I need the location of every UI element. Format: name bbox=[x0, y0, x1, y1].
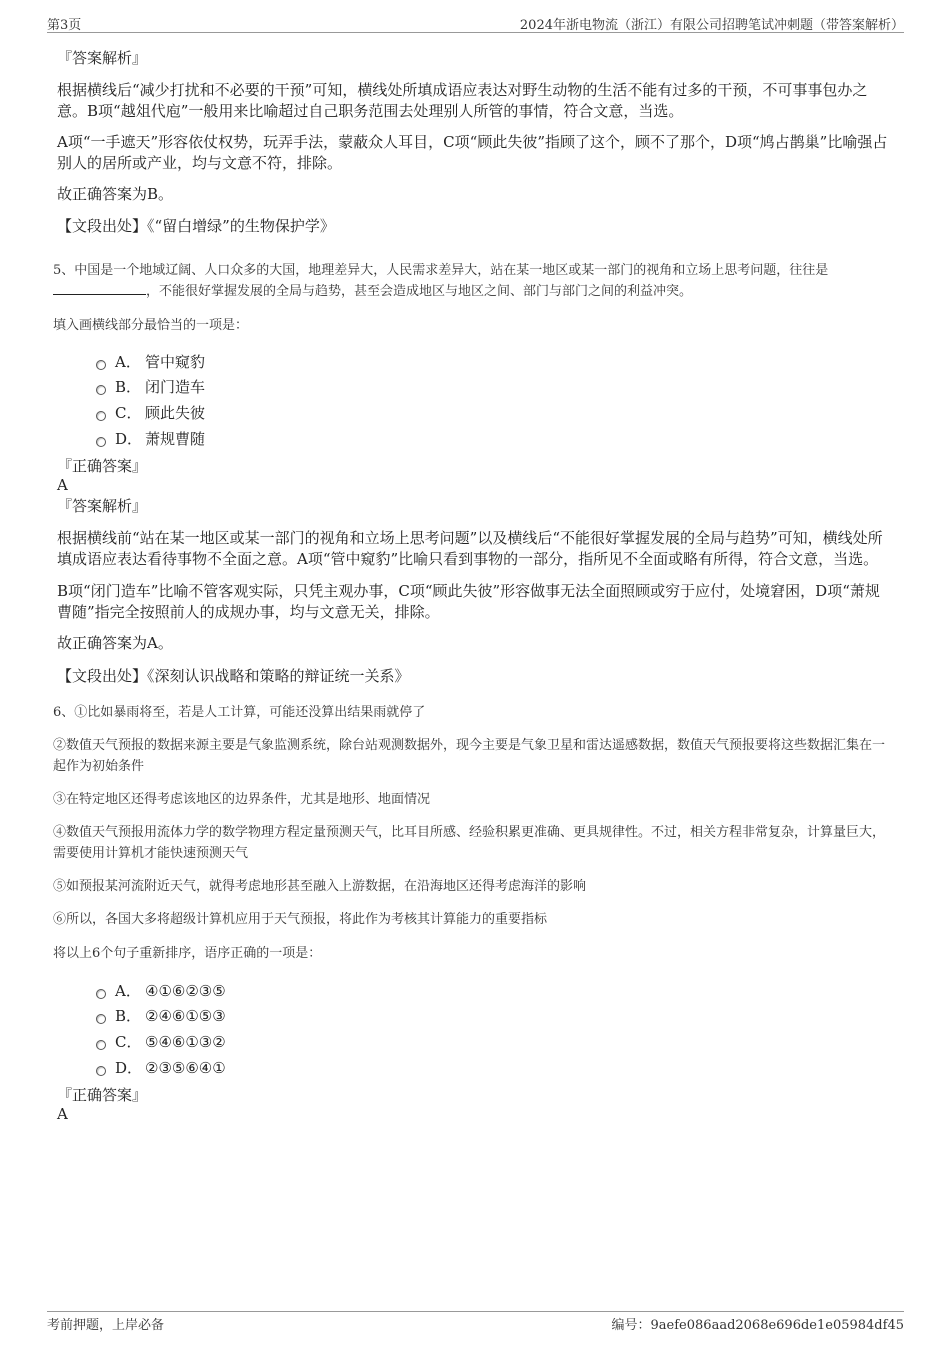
q4-source: 【文段出处】《“留白增绿”的生物保护学》 bbox=[57, 217, 335, 235]
q5-answer-label: 『正确答案』 bbox=[57, 457, 148, 475]
q4-conclusion: 故正确答案为B。 bbox=[57, 185, 174, 203]
radio-button-icon[interactable] bbox=[96, 989, 106, 999]
q5-option-b[interactable] bbox=[96, 378, 205, 396]
q6-option-d[interactable] bbox=[96, 1059, 226, 1077]
q5-answer: A bbox=[57, 476, 68, 494]
radio-button-icon[interactable] bbox=[96, 1040, 106, 1050]
option-letter: C． bbox=[115, 404, 142, 422]
radio-button-icon[interactable] bbox=[96, 1066, 106, 1076]
radio-button-icon[interactable] bbox=[96, 411, 106, 421]
q5-option-c[interactable] bbox=[96, 404, 205, 422]
q5-prompt: 填入画横线部分最恰当的一项是： bbox=[53, 318, 249, 333]
q4-analysis-paragraph-2: A项“一手遮天”形容依仗权势，玩弄手法，蒙蔽众人耳目，C项“顾此失彼”指顾了这个，顾不了那个，D项“鸠占鹊巢”比喻强占别人的居所或产业，均与文意不符，排除。 bbox=[57, 133, 888, 172]
q4-analysis-paragraph-1: 根据横线后“减少打扰和不必要的干预”可知，横线处所填成语应表达对野生动物的生活不能有过多的干预，不可事事包办之意。B项“越俎代庖”一般用来比喻超过自己职务范围去处理别人所管的事情，符合文意，当选。 bbox=[57, 81, 868, 120]
q5-option-a[interactable] bbox=[96, 353, 205, 371]
q6-prompt: 将以上6个句子重新排序，语序正确的一项是： bbox=[53, 946, 322, 961]
q5-analysis-label: 『答案解析』 bbox=[57, 497, 148, 515]
footer-slogan: 考前押题，上岸必备 bbox=[47, 1318, 165, 1333]
q6-option-c[interactable] bbox=[96, 1033, 226, 1051]
option-text: 闭门造车 bbox=[145, 378, 206, 396]
option-text: ④①⑥②③⑤ bbox=[145, 982, 226, 1000]
option-text: ②④⑥①⑤③ bbox=[145, 1007, 226, 1025]
q5-stem-line-2-text: ，不能很好掌握发展的全局与趋势，甚至会造成地区与地区之间、部门与部门之间的利益冲突。 bbox=[146, 284, 693, 299]
document-title: 2024年浙电物流（浙江）有限公司招聘笔试冲刺题（带答案解析） bbox=[519, 18, 904, 33]
footer-divider bbox=[47, 1311, 904, 1312]
q6-sentence-4: ④数值天气预报用流体力学的数学物理方程定量预测天气，比耳目所感、经验积累更准确、更具规律性。不过，相关方程非常复杂，计算量巨大，需要使用计算机才能快速预测天气 bbox=[53, 825, 886, 861]
q4-analysis-label: 『答案解析』 bbox=[57, 49, 148, 67]
option-text: 萧规曹随 bbox=[145, 430, 206, 448]
q5-analysis-paragraph-1: 根据横线前“站在某一地区或某一部门的视角和立场上思考问题”以及横线后“不能很好掌握发展的全局与趋势”可知，横线处所填成语应表达看待事物不全面之意。A项“管中窥豹”比喻只看到事物的一部分，指所见不全面或略有所得，符合文意，当选。 bbox=[57, 529, 883, 568]
option-text: ②③⑤⑥④① bbox=[145, 1059, 226, 1077]
option-letter: D． bbox=[115, 430, 143, 448]
q5-analysis-paragraph-2: B项“闭门造车”比喻不管客观实际，只凭主观办事，C项“顾此失彼”形容做事无法全面照顾或穷于应付，处境窘困，D项“萧规曹随”指完全按照前人的成规办事，均与文意无关，排除。 bbox=[57, 582, 880, 621]
q6-answer: A bbox=[57, 1105, 68, 1123]
option-letter: C． bbox=[115, 1033, 142, 1051]
radio-button-icon[interactable] bbox=[96, 1014, 106, 1024]
page-number: 第3页 bbox=[47, 18, 82, 33]
option-letter: B． bbox=[115, 378, 142, 396]
q5-source: 【文段出处】《深刻认识战略和策略的辩证统一关系》 bbox=[57, 667, 410, 685]
option-text: 顾此失彼 bbox=[145, 404, 206, 422]
q6-sentence-5: ⑤如预报某河流附近天气，就得考虑地形甚至融入上游数据，在沿海地区还得考虑海洋的影响 bbox=[53, 879, 587, 894]
document-code: 编号：9aefe086aad2068e696de1e05984df45 bbox=[611, 1318, 904, 1333]
option-letter: A． bbox=[115, 982, 141, 1000]
header-divider bbox=[47, 32, 904, 33]
q5-conclusion: 故正确答案为A。 bbox=[57, 634, 173, 652]
option-letter: B． bbox=[115, 1007, 142, 1025]
q5-stem-line-2 bbox=[53, 281, 895, 302]
q6-sentence-3: ③在特定地区还得考虑该地区的边界条件，尤其是地形、地面情况 bbox=[53, 792, 431, 807]
radio-button-icon[interactable] bbox=[96, 360, 106, 370]
q6-sentence-6: ⑥所以，各国大多将超级计算机应用于天气预报，将此作为考核其计算能力的重要指标 bbox=[53, 912, 548, 927]
fill-in-blank bbox=[53, 281, 146, 295]
option-letter: D． bbox=[115, 1059, 143, 1077]
radio-button-icon[interactable] bbox=[96, 437, 106, 447]
q6-option-a[interactable] bbox=[96, 982, 226, 1000]
q5-stem-line-1: 5、中国是一个地域辽阔、人口众多的大国，地理差异大，人民需求差异大，站在某一地区或某一部门的视角和立场上思考问题，往往是 bbox=[53, 263, 829, 278]
q6-option-b[interactable] bbox=[96, 1007, 226, 1025]
q5-option-d[interactable] bbox=[96, 430, 205, 448]
q5-stem bbox=[53, 260, 895, 302]
option-letter: A． bbox=[115, 353, 141, 371]
q6-sentence-2: ②数值天气预报的数据来源主要是气象监测系统，除台站观测数据外，现今主要是气象卫星和雷达遥感数据，数值天气预报要将这些数据汇集在一起作为初始条件 bbox=[53, 738, 886, 774]
q6-answer-label: 『正确答案』 bbox=[57, 1086, 148, 1104]
option-text: 管中窥豹 bbox=[145, 353, 206, 371]
q6-sentence-1: 6、①比如暴雨将至，若是人工计算，可能还没算出结果雨就停了 bbox=[53, 705, 426, 720]
radio-button-icon[interactable] bbox=[96, 385, 106, 395]
option-text: ⑤④⑥①③② bbox=[145, 1033, 226, 1051]
